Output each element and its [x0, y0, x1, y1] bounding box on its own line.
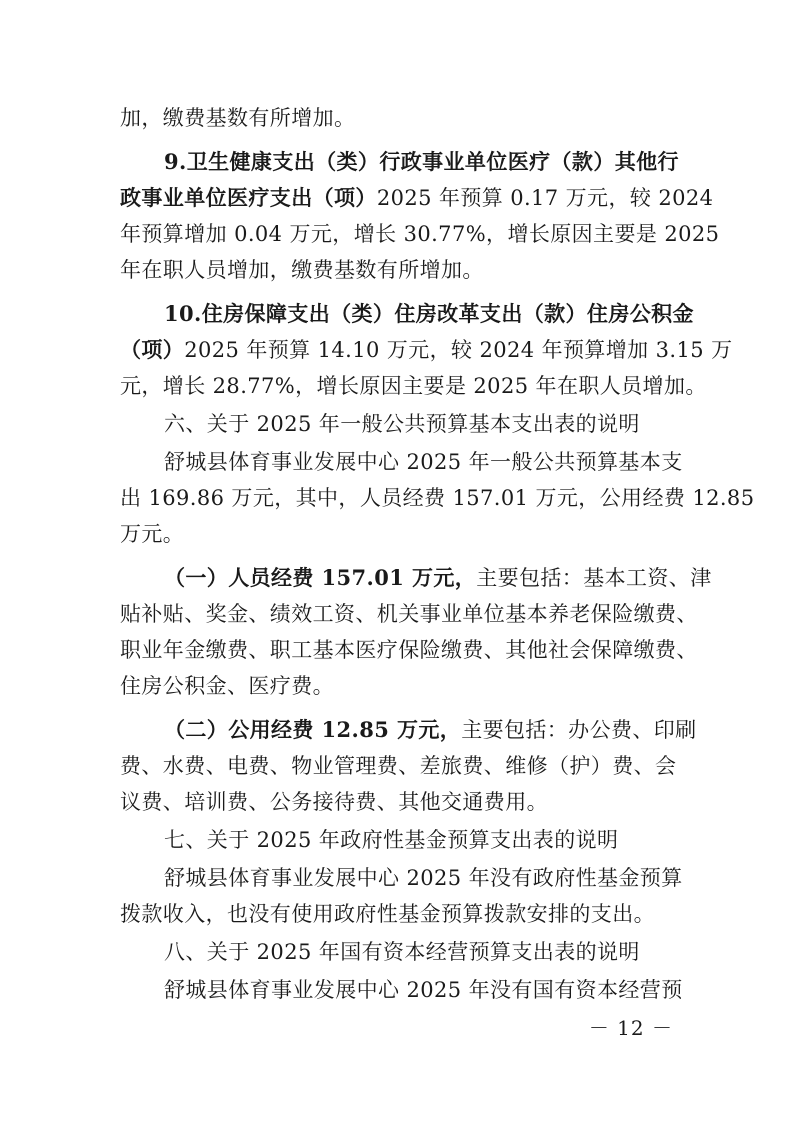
- text-line: 年预算增加 0.04 万元，增长 30.77%，增长原因主要是 2025: [120, 222, 720, 246]
- text-line: 舒城县体育事业发展中心 2025 年没有国有资本经营预: [164, 978, 683, 1002]
- text-line: 职业年金缴费、职工基本医疗保险缴费、其他社会保障缴费、: [120, 638, 698, 662]
- heading-bold: （项）: [120, 337, 185, 362]
- text-line: 舒城县体育事业发展中心 2025 年一般公共预算基本支: [164, 450, 683, 474]
- text-line: 舒城县体育事业发展中心 2025 年没有政府性基金预算: [164, 866, 683, 890]
- page-number: － 12 －: [588, 1016, 673, 1040]
- heading-bold: 政事业单位医疗支出（项）: [120, 185, 377, 210]
- text-line: [164, 300, 694, 328]
- text-line: 加，缴费基数有所增加。: [120, 106, 356, 130]
- text-line: 政事业单位医疗支出（项）2025 年预算 0.17 万元，较 2024: [120, 185, 714, 210]
- section-heading: 八、关于 2025 年国有资本经营预算支出表的说明: [164, 940, 640, 964]
- heading-bold: 9.卫生健康支出（类）行政事业单位医疗（款）其他行: [164, 149, 679, 174]
- text-line: 住房公积金、医疗费。: [120, 674, 334, 698]
- text-line: 议费、培训费、公务接待费、其他交通费用。: [120, 790, 548, 814]
- text-line: 费、水费、电费、物业管理费、差旅费、维修（护）费、会: [120, 754, 677, 778]
- heading-bold: 10.住房保障支出（类）住房改革支出（款）住房公积金: [164, 301, 694, 326]
- heading-bold: （一）人员经费 157.01 万元，: [164, 565, 477, 590]
- heading-bold: （二）公用经费 12.85 万元，: [164, 717, 462, 742]
- section-heading: 六、关于 2025 年一般公共预算基本支出表的说明: [164, 412, 640, 436]
- text-line: （项）2025 年预算 14.10 万元，较 2024 年预算增加 3.15 万: [120, 337, 733, 362]
- text-line: 万元。: [120, 522, 185, 546]
- text-line: （二）公用经费 12.85 万元，主要包括：办公费、印刷: [164, 717, 697, 742]
- text-line: [164, 148, 679, 176]
- text-line: （一）人员经费 157.01 万元，主要包括：基本工资、津: [164, 565, 712, 590]
- text-line: 年在职人员增加，缴费基数有所增加。: [120, 258, 484, 282]
- text-line: 拨款收入，也没有使用政府性基金预算拨款安排的支出。: [120, 902, 655, 926]
- text-line: 贴补贴、奖金、绩效工资、机关事业单位基本养老保险缴费、: [120, 602, 698, 626]
- text-line: 出 169.86 万元，其中，人员经费 157.01 万元，公用经费 12.85: [120, 486, 755, 510]
- text-line: 元，增长 28.77%，增长原因主要是 2025 年在职人员增加。: [120, 374, 707, 398]
- section-heading: 七、关于 2025 年政府性基金预算支出表的说明: [164, 828, 619, 852]
